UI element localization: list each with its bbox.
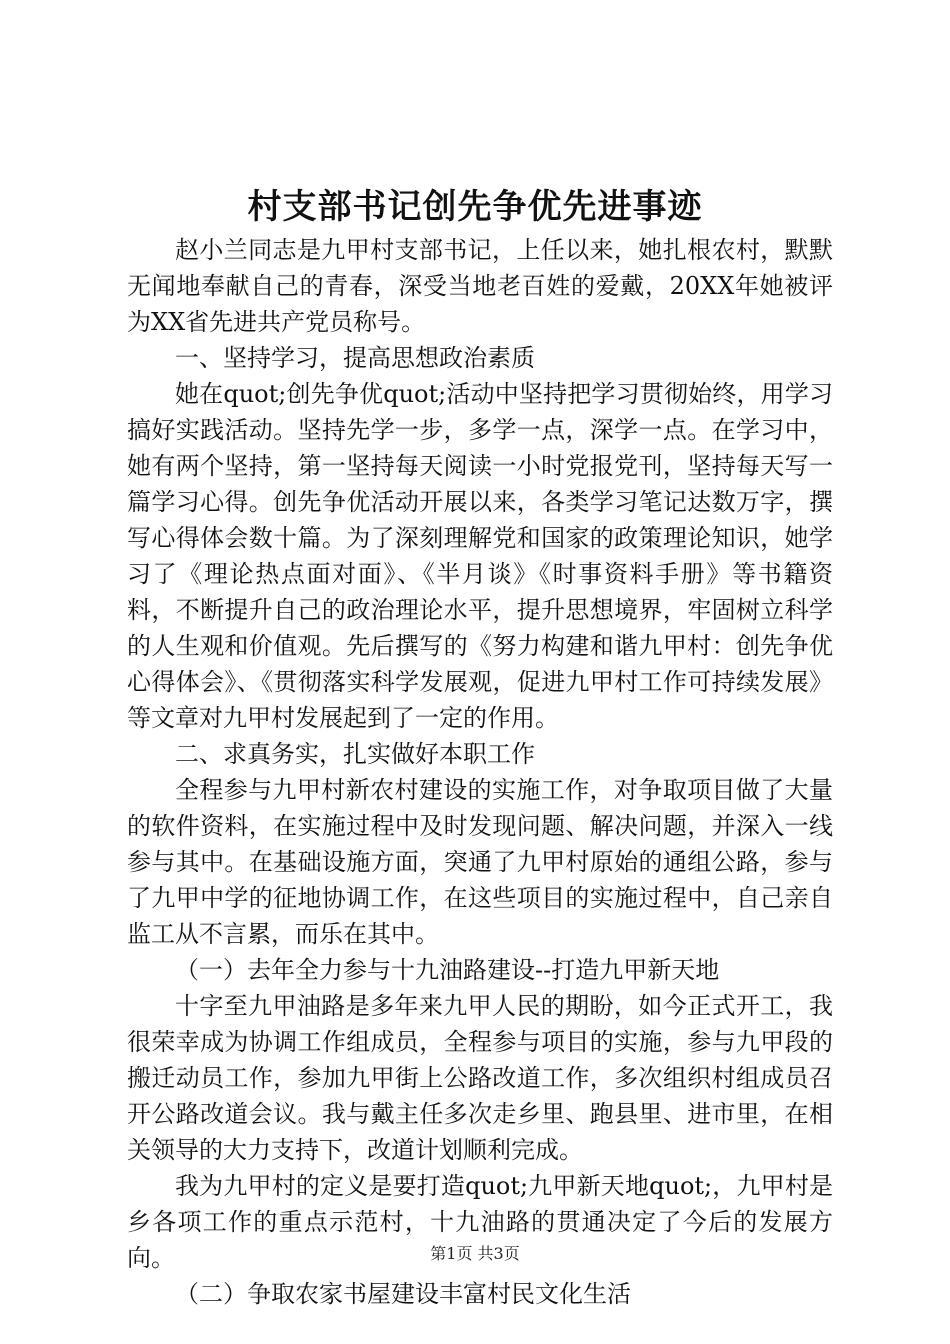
section-heading-1: 一、坚持学习，提高思想政治素质	[175, 344, 535, 372]
document-title: 村支部书记创先争优先进事迹	[247, 187, 703, 227]
section-heading-2: 二、求真务实，扎实做好本职工作	[175, 740, 535, 768]
paragraph-study: 她在quot;创先争优quot;活动中坚持把学习贯彻始终，用学习搞好实践活动。坚持先学一步，多学一点，深学一点。在学习中，她有两个坚持，第一坚持每天阅读一小时党报党刊，坚持每天写一篇学习心得。创先争优活动开展以来，各类学习笔记达数万字，撰写心得体会数十篇。为了深刻理解党和国家的政策理论知识，她学习了《理论热点面对面》、《半月谈》《时事资料手册》等书籍资料，不断提升自己的政治理论水平，提升思想境界，牢固树立科学的人生观和价值观。先后撰写的《努力构建和谐九甲村：创先争优心得体会》、《贯彻落实科学发展观，促进九甲村工作可持续发展》等文章对九甲村发展起到了一定的作用。	[127, 380, 833, 732]
paragraph-work: 全程参与九甲村新农村建设的实施工作，对争取项目做了大量的软件资料，在实施过程中及时发现问题、解决问题，并深入一线参与其中。在基础设施方面，突通了九甲村原始的通组公路，参与了九甲中学的征地协调工作，在这些项目的实施过程中，自己亲自监工从不言累，而乐在其中。	[127, 776, 833, 948]
paragraph-vision: 我为九甲村的定义是要打造quot;九甲新天地quot;，九甲村是乡各项工作的重点示范村，十九油路的贯通决定了今后的发展方向。	[127, 1172, 833, 1272]
subsection-heading-1: （一）去年全力参与十九油路建设--打造九甲新天地	[175, 956, 720, 984]
document-body	[127, 232, 833, 1312]
paragraph-road: 十字至九甲油路是多年来九甲人民的期盼，如今正式开工，我很荣幸成为协调工作组成员，全程参与项目的实施，参与九甲段的搬迁动员工作，参加九甲街上公路改道工作，多次组织村组成员召开公路改道会议。我与戴主任多次走乡里、跑县里、进市里，在相关领导的大力支持下，改道计划顺利完成。	[127, 992, 833, 1164]
subsection-heading-2: （二）争取农家书屋建设丰富村民文化生活	[175, 1280, 631, 1308]
page-number-footer: 第1页 共3页	[430, 1244, 520, 1263]
paragraph-intro: 赵小兰同志是九甲村支部书记，上任以来，她扎根农村，默默无闻地奉献自己的青春，深受当地老百姓的爱戴，20XX年她被评为XX省先进共产党员称号。	[127, 236, 833, 336]
